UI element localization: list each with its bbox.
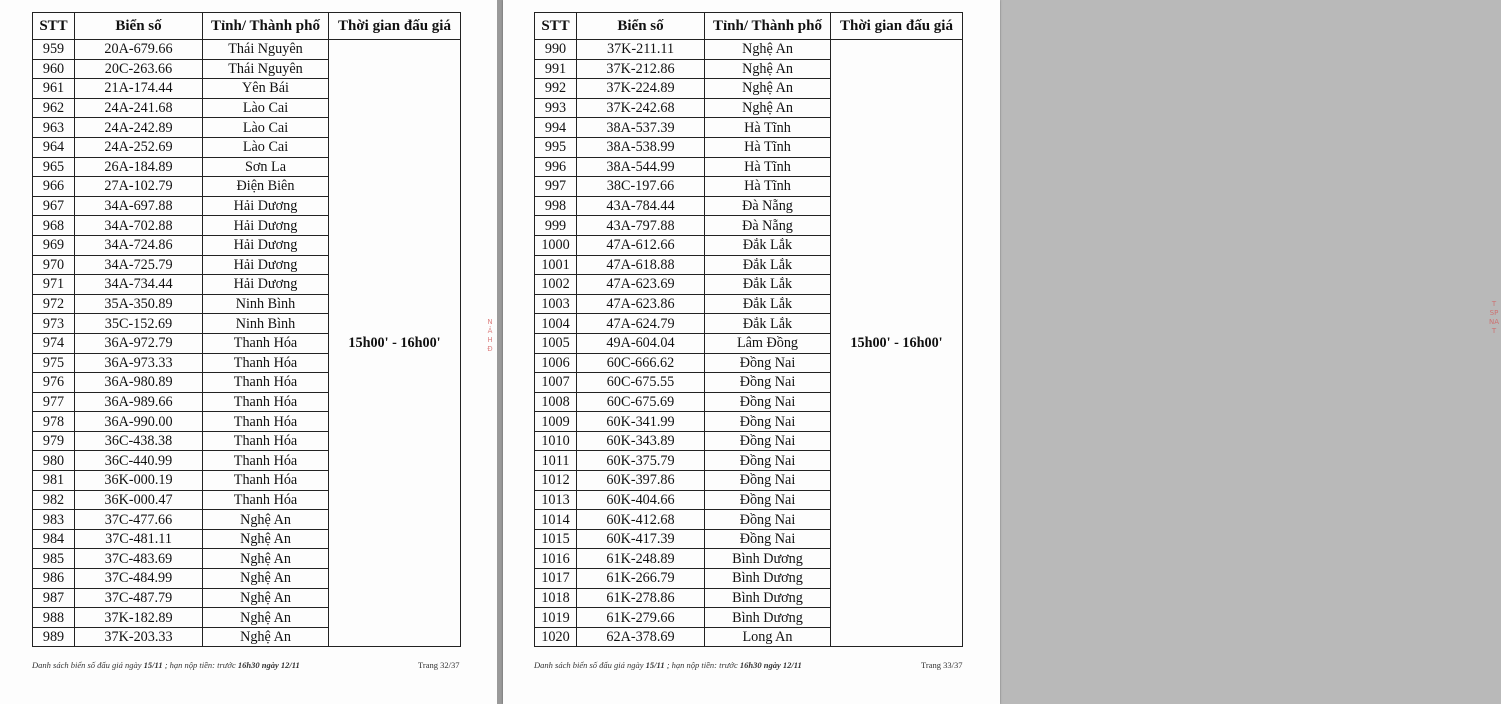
header-plate: Biển số (577, 13, 705, 40)
row-province: Nghệ An (705, 79, 831, 99)
row-province: Thanh Hóa (203, 431, 329, 451)
row-stt: 1011 (535, 451, 577, 471)
row-plate: 36A-989.66 (75, 392, 203, 412)
row-province: Đắk Lắk (705, 314, 831, 334)
row-province: Ninh Bình (203, 314, 329, 334)
row-plate: 26A-184.89 (75, 157, 203, 177)
document-page-right (503, 0, 1500, 704)
row-stt: 1019 (535, 608, 577, 628)
row-plate: 36A-972.79 (75, 333, 203, 353)
row-plate: 36K-000.47 (75, 490, 203, 510)
row-plate: 34A-734.44 (75, 275, 203, 295)
row-stt: 990 (535, 40, 577, 60)
row-province: Nghệ An (203, 588, 329, 608)
row-province: Hà Tĩnh (705, 157, 831, 177)
row-stt: 1015 (535, 529, 577, 549)
row-province: Đồng Nai (705, 510, 831, 530)
row-stt: 1001 (535, 255, 577, 275)
row-province: Sơn La (203, 157, 329, 177)
row-province: Đồng Nai (705, 392, 831, 412)
table-row (33, 40, 461, 60)
row-plate: 47A-623.86 (577, 294, 705, 314)
row-plate: 36K-000.19 (75, 471, 203, 491)
row-plate: 47A-618.88 (577, 255, 705, 275)
table-row (535, 40, 963, 60)
row-plate: 60K-404.66 (577, 490, 705, 510)
row-province: Nghệ An (203, 510, 329, 530)
row-plate: 34A-697.88 (75, 196, 203, 216)
footer-prefix: Danh sách biển số đấu giá ngày (534, 660, 646, 670)
row-plate: 61K-266.79 (577, 569, 705, 589)
row-province: Long An (705, 627, 831, 647)
stamp-glyph: Ả (487, 327, 493, 335)
row-stt: 970 (33, 255, 75, 275)
footer-mid: ; hạn nộp tiền: trước (162, 660, 238, 670)
row-plate: 24A-242.89 (75, 118, 203, 138)
row-stt: 981 (33, 471, 75, 491)
row-plate: 47A-624.79 (577, 314, 705, 334)
row-stt: 991 (535, 59, 577, 79)
row-province: Đắk Lắk (705, 294, 831, 314)
header-province: Tỉnh/ Thành phố (705, 13, 831, 40)
row-stt: 1000 (535, 235, 577, 255)
row-province: Nghệ An (203, 627, 329, 647)
row-plate: 37C-477.66 (75, 510, 203, 530)
row-stt: 1005 (535, 333, 577, 353)
row-province: Thanh Hóa (203, 471, 329, 491)
row-plate: 60K-397.86 (577, 471, 705, 491)
page-footer-note (32, 660, 300, 670)
row-province: Đồng Nai (705, 353, 831, 373)
header-province: Tỉnh/ Thành phố (203, 13, 329, 40)
row-stt: 1006 (535, 353, 577, 373)
row-plate: 36A-973.33 (75, 353, 203, 373)
row-province: Đồng Nai (705, 373, 831, 393)
row-province: Hải Dương (203, 275, 329, 295)
row-stt: 964 (33, 137, 75, 157)
row-plate: 27A-102.79 (75, 177, 203, 197)
stamp-glyph: N (487, 318, 493, 326)
row-province: Bình Dương (705, 588, 831, 608)
row-province: Lào Cai (203, 118, 329, 138)
row-stt: 976 (33, 373, 75, 393)
footer-date: 15/11 (143, 660, 163, 670)
plate-table (534, 12, 963, 647)
header-stt: STT (33, 13, 75, 40)
row-plate: 34A-724.86 (75, 235, 203, 255)
row-stt: 994 (535, 118, 577, 138)
row-stt: 1017 (535, 569, 577, 589)
table-body (33, 40, 461, 647)
row-plate: 20A-679.66 (75, 40, 203, 60)
row-plate: 62A-378.69 (577, 627, 705, 647)
footer-prefix: Danh sách biển số đấu giá ngày (32, 660, 144, 670)
row-province: Lào Cai (203, 98, 329, 118)
row-stt: 999 (535, 216, 577, 236)
row-plate: 61K-278.86 (577, 588, 705, 608)
row-stt: 977 (33, 392, 75, 412)
row-province: Thái Nguyên (203, 59, 329, 79)
row-stt: 959 (33, 40, 75, 60)
row-stt: 965 (33, 157, 75, 177)
row-plate: 60K-375.79 (577, 451, 705, 471)
row-plate: 38A-538.99 (577, 137, 705, 157)
table-header-row (535, 13, 963, 40)
row-province: Lâm Đồng (705, 333, 831, 353)
row-plate: 49A-604.04 (577, 333, 705, 353)
row-province: Bình Dương (705, 608, 831, 628)
header-stt: STT (535, 13, 577, 40)
row-plate: 61K-248.89 (577, 549, 705, 569)
row-province: Nghệ An (705, 98, 831, 118)
row-province: Hải Dương (203, 196, 329, 216)
stamp-glyph: H (487, 336, 493, 344)
row-stt: 1014 (535, 510, 577, 530)
row-stt: 971 (33, 275, 75, 295)
row-stt: 996 (535, 157, 577, 177)
row-stt: 983 (33, 510, 75, 530)
row-province: Nghệ An (203, 569, 329, 589)
row-plate: 37C-487.79 (75, 588, 203, 608)
row-province: Hải Dương (203, 235, 329, 255)
row-province: Đồng Nai (705, 431, 831, 451)
row-province: Bình Dương (705, 549, 831, 569)
row-province: Hải Dương (203, 255, 329, 275)
row-plate: 34A-725.79 (75, 255, 203, 275)
row-stt: 1009 (535, 412, 577, 432)
row-plate: 36A-990.00 (75, 412, 203, 432)
row-stt: 1018 (535, 588, 577, 608)
row-plate: 37C-483.69 (75, 549, 203, 569)
row-plate: 47A-612.66 (577, 235, 705, 255)
row-province: Thanh Hóa (203, 333, 329, 353)
row-plate: 60C-666.62 (577, 353, 705, 373)
row-province: Hải Dương (203, 216, 329, 236)
row-province: Thanh Hóa (203, 392, 329, 412)
header-auction-time: Thời gian đấu giá (329, 13, 461, 40)
row-stt: 982 (33, 490, 75, 510)
row-plate: 61K-279.66 (577, 608, 705, 628)
red-stamp-fragment (1487, 300, 1501, 336)
row-plate: 35C-152.69 (75, 314, 203, 334)
row-plate: 60K-343.89 (577, 431, 705, 451)
auction-time-cell: 15h00' - 16h00' (329, 40, 461, 647)
row-plate: 37C-481.11 (75, 529, 203, 549)
row-stt: 967 (33, 196, 75, 216)
row-province: Nghệ An (705, 59, 831, 79)
page-number: Trang 33/37 (921, 660, 963, 670)
row-stt: 988 (33, 608, 75, 628)
row-plate: 43A-797.88 (577, 216, 705, 236)
row-province: Bình Dương (705, 569, 831, 589)
row-plate: 21A-174.44 (75, 79, 203, 99)
row-plate: 24A-252.69 (75, 137, 203, 157)
footer-deadline: 16h30 ngày 12/11 (237, 660, 300, 670)
row-province: Thanh Hóa (203, 490, 329, 510)
row-stt: 1020 (535, 627, 577, 647)
row-province: Hà Tĩnh (705, 137, 831, 157)
footer-deadline: 16h30 ngày 12/11 (739, 660, 802, 670)
row-province: Đồng Nai (705, 451, 831, 471)
stamp-glyph: T (1491, 300, 1497, 308)
row-plate: 37K-211.11 (577, 40, 705, 60)
stamp-glyph: SP (1489, 309, 1499, 317)
row-plate: 37K-182.89 (75, 608, 203, 628)
row-province: Nghệ An (203, 529, 329, 549)
row-stt: 995 (535, 137, 577, 157)
row-plate: 47A-623.69 (577, 275, 705, 295)
row-stt: 980 (33, 451, 75, 471)
row-province: Lào Cai (203, 137, 329, 157)
row-plate: 20C-263.66 (75, 59, 203, 79)
row-province: Hà Tĩnh (705, 177, 831, 197)
row-province: Thanh Hóa (203, 353, 329, 373)
row-plate: 38C-197.66 (577, 177, 705, 197)
row-stt: 962 (33, 98, 75, 118)
row-stt: 968 (33, 216, 75, 236)
row-plate: 60K-341.99 (577, 412, 705, 432)
footer-mid: ; hạn nộp tiền: trước (664, 660, 740, 670)
row-province: Đồng Nai (705, 412, 831, 432)
row-stt: 1010 (535, 431, 577, 451)
header-plate: Biển số (75, 13, 203, 40)
row-stt: 998 (535, 196, 577, 216)
row-plate: 38A-537.39 (577, 118, 705, 138)
row-province: Nghệ An (203, 608, 329, 628)
row-stt: 1008 (535, 392, 577, 412)
row-plate: 36C-438.38 (75, 431, 203, 451)
row-stt: 960 (33, 59, 75, 79)
row-province: Đồng Nai (705, 490, 831, 510)
row-stt: 997 (535, 177, 577, 197)
header-auction-time: Thời gian đấu giá (831, 13, 963, 40)
row-plate: 37K-203.33 (75, 627, 203, 647)
row-stt: 993 (535, 98, 577, 118)
footer-date: 15/11 (645, 660, 665, 670)
row-province: Đắk Lắk (705, 255, 831, 275)
row-plate: 60K-417.39 (577, 529, 705, 549)
row-province: Đà Nẵng (705, 196, 831, 216)
row-province: Điện Biên (203, 177, 329, 197)
row-stt: 1003 (535, 294, 577, 314)
row-stt: 985 (33, 549, 75, 569)
row-province: Hà Tĩnh (705, 118, 831, 138)
row-plate: 43A-784.44 (577, 196, 705, 216)
row-province: Đà Nẵng (705, 216, 831, 236)
document-page-left (0, 0, 497, 704)
row-stt: 966 (33, 177, 75, 197)
stamp-glyph: T (1491, 327, 1497, 335)
row-stt: 978 (33, 412, 75, 432)
red-stamp-fragment (483, 318, 497, 354)
row-stt: 969 (33, 235, 75, 255)
row-province: Đắk Lắk (705, 275, 831, 295)
auction-time-cell: 15h00' - 16h00' (831, 40, 963, 647)
row-plate: 37C-484.99 (75, 569, 203, 589)
page-number: Trang 32/37 (418, 660, 460, 670)
row-plate: 60K-412.68 (577, 510, 705, 530)
row-province: Thanh Hóa (203, 412, 329, 432)
row-stt: 963 (33, 118, 75, 138)
table-header-row (33, 13, 461, 40)
row-province: Thanh Hóa (203, 373, 329, 393)
row-stt: 1004 (535, 314, 577, 334)
row-plate: 36A-980.89 (75, 373, 203, 393)
row-plate: 37K-224.89 (577, 79, 705, 99)
row-province: Đắk Lắk (705, 235, 831, 255)
row-plate: 34A-702.88 (75, 216, 203, 236)
row-province: Ninh Bình (203, 294, 329, 314)
plate-table (32, 12, 461, 647)
stamp-glyph: Đ (487, 345, 493, 353)
row-plate: 60C-675.55 (577, 373, 705, 393)
row-stt: 987 (33, 588, 75, 608)
stamp-glyph: NA (1488, 318, 1500, 326)
page-footer-note (534, 660, 802, 670)
row-stt: 1016 (535, 549, 577, 569)
row-stt: 979 (33, 431, 75, 451)
row-plate: 24A-241.68 (75, 98, 203, 118)
row-stt: 986 (33, 569, 75, 589)
row-plate: 38A-544.99 (577, 157, 705, 177)
row-stt: 984 (33, 529, 75, 549)
row-province: Yên Bái (203, 79, 329, 99)
row-stt: 1007 (535, 373, 577, 393)
row-stt: 973 (33, 314, 75, 334)
row-province: Thái Nguyên (203, 40, 329, 60)
table-body (535, 40, 963, 647)
row-stt: 1012 (535, 471, 577, 491)
row-province: Đồng Nai (705, 471, 831, 491)
row-plate: 60C-675.69 (577, 392, 705, 412)
row-plate: 37K-212.86 (577, 59, 705, 79)
row-stt: 992 (535, 79, 577, 99)
row-stt: 1002 (535, 275, 577, 295)
row-stt: 975 (33, 353, 75, 373)
row-plate: 36C-440.99 (75, 451, 203, 471)
row-stt: 1013 (535, 490, 577, 510)
row-plate: 35A-350.89 (75, 294, 203, 314)
row-stt: 989 (33, 627, 75, 647)
row-province: Thanh Hóa (203, 451, 329, 471)
row-stt: 961 (33, 79, 75, 99)
row-province: Nghệ An (203, 549, 329, 569)
row-stt: 972 (33, 294, 75, 314)
row-plate: 37K-242.68 (577, 98, 705, 118)
row-stt: 974 (33, 333, 75, 353)
row-province: Đồng Nai (705, 529, 831, 549)
row-province: Nghệ An (705, 40, 831, 60)
